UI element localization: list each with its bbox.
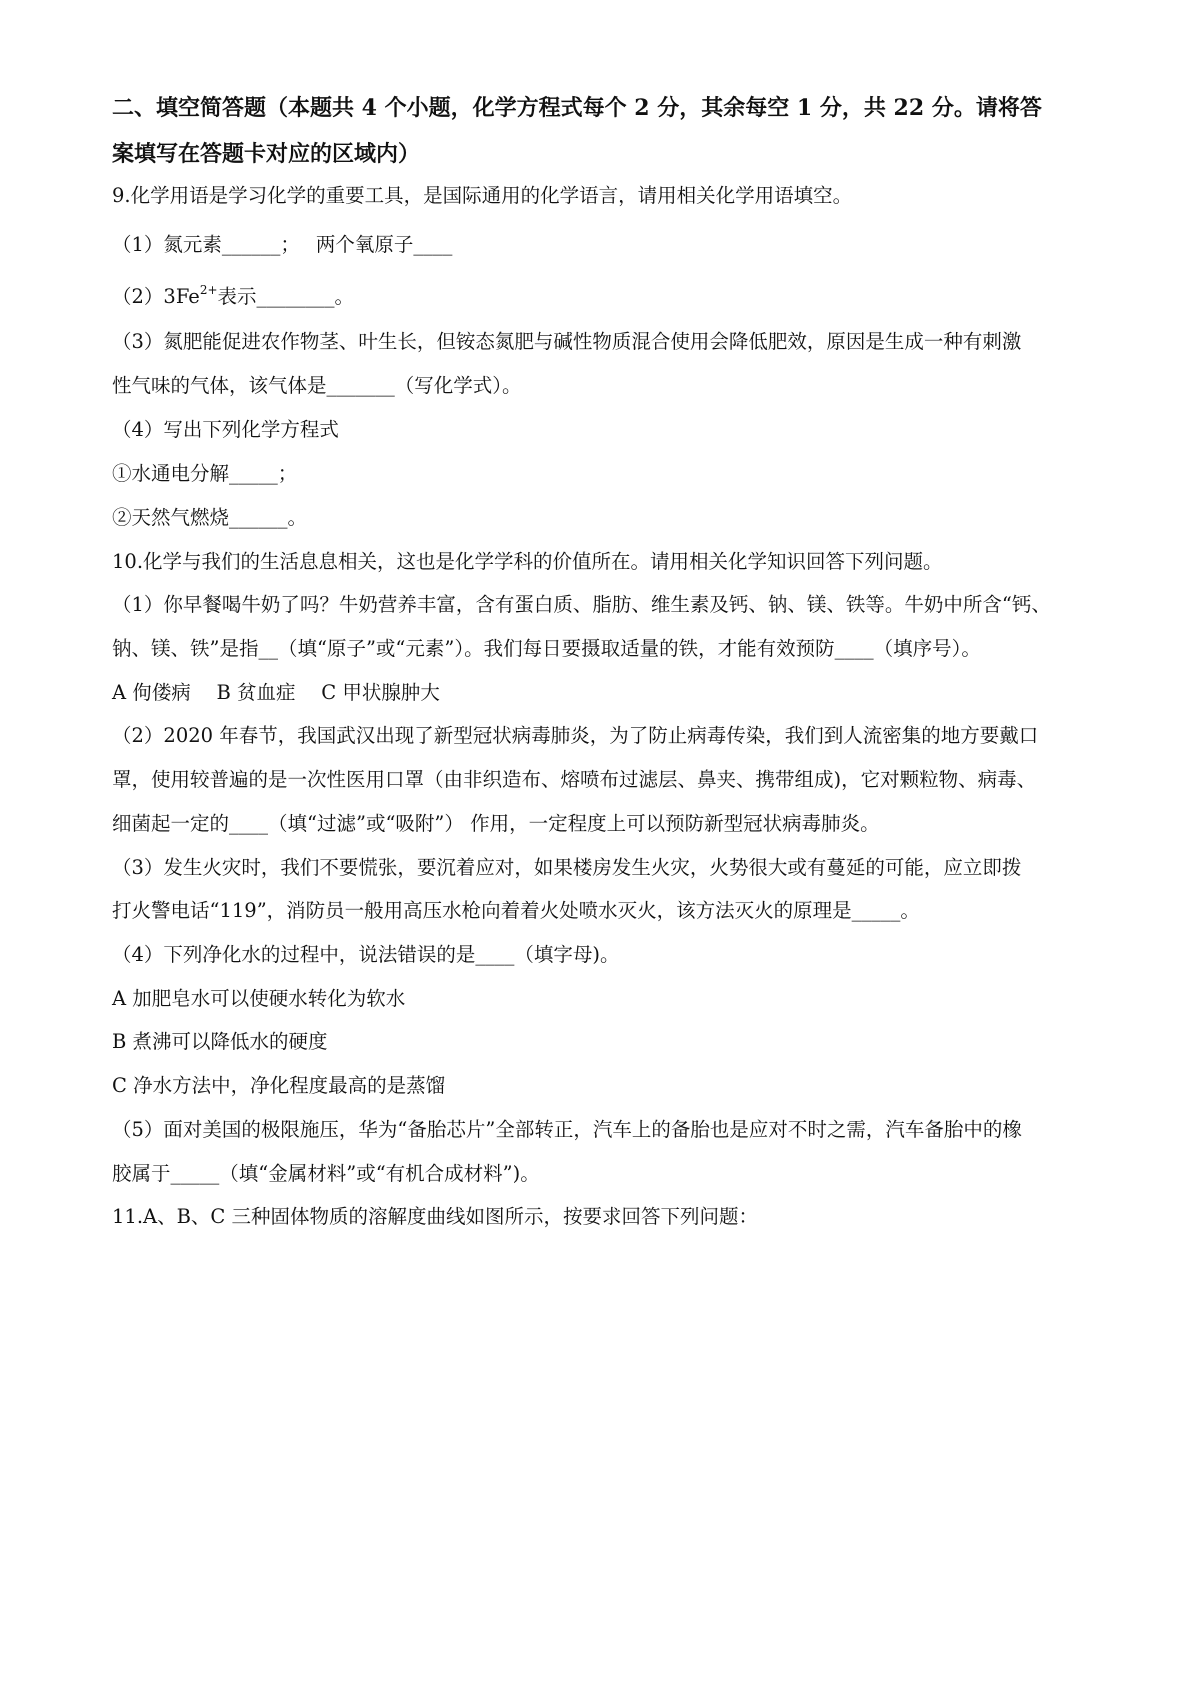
q9-part2 [112, 282, 1097, 312]
q9-part2-charge: 2+ [199, 283, 218, 297]
q9-part2-post: 表示________。 [217, 285, 355, 308]
q10-part3-line2: 打火警电话“119”，消防员一般用高压水枪向着着火处喷水灭火，该方法灭火的原理是_____。 [112, 899, 920, 922]
q10-part2-line3: 细菌起一定的____（填“过滤”或“吸附”） 作用，一定程度上可以预防新型冠状病毒肺炎。 [112, 812, 880, 835]
q10-stem: 10.化学与我们的生活息息相关，这也是化学学科的价值所在。请用相关化学知识回答下列问题。 [112, 550, 943, 573]
q9-part4: （4）写出下列化学方程式 [112, 418, 339, 441]
q10-part5-line2: 胶属于_____（填“金属材料”或“有机合成材料”)。 [112, 1162, 540, 1185]
q10-part1-line2: 钠、镁、铁”是指__（填“原子”或“元素”）。我们每日要摄取适量的铁，才能有效预防____（填序号）。 [112, 637, 981, 660]
q9-part3-line2: 性气味的气体，该气体是_______（写化学式）。 [112, 374, 522, 397]
q9-part1: （1）氮元素______； 两个氧原子____ [112, 233, 453, 256]
q10-part1-options: A 佝偻病 B 贫血症 C 甲状腺肿大 [112, 681, 440, 704]
q10-part4-a: A 加肥皂水可以使硬水转化为软水 [112, 987, 406, 1010]
q10-part2-line1: （2）2020 年春节，我国武汉出现了新型冠状病毒肺炎，为了防止病毒传染，我们到人流密集的地方要戴口 [112, 724, 1039, 747]
q10-part2-line2: 罩，使用较普遍的是一次性医用口罩（由非织造布、熔喷布过滤层、鼻夹、携带组成)，它对颗粒物、病毒、 [112, 768, 1037, 791]
q11-stem: 11.A、B、C 三种固体物质的溶解度曲线如图所示，按要求回答下列问题： [112, 1205, 759, 1228]
section-title-line1: 二、填空简答题（本题共 4 个小题，化学方程式每个 2 分，其余每空 1 分，共 22 分。请将答 [112, 95, 1042, 121]
q10-part1-line1: （1）你早餐喝牛奶了吗？牛奶营养丰富，含有蛋白质、脂肪、维生素及钙、钠、镁、铁等。牛奶中所含“钙、 [112, 593, 1051, 616]
section-title-line2: 案填写在答题卡对应的区域内） [112, 141, 421, 167]
q10-part4: （4）下列净化水的过程中，说法错误的是____（填字母)。 [112, 943, 620, 966]
q9-stem: 9.化学用语是学习化学的重要工具，是国际通用的化学语言，请用相关化学用语填空。 [112, 184, 853, 207]
q9-part4-b: ②天然气燃烧______。 [112, 506, 308, 529]
q10-part5-line1: （5）面对美国的极限施压，华为“备胎芯片”全部转正，汽车上的备胎也是应对不时之需，汽车备胎中的橡 [112, 1118, 1022, 1141]
q10-part4-c: C 净水方法中，净化程度最高的是蒸馏 [112, 1074, 446, 1097]
q9-part2-pre: （2）3Fe [112, 285, 200, 308]
q10-part4-b: B 煮沸可以降低水的硬度 [112, 1030, 328, 1053]
q9-part4-a: ①水通电分解_____； [112, 462, 298, 485]
q10-part3-line1: （3）发生火灾时，我们不要慌张，要沉着应对，如果楼房发生火灾，火势很大或有蔓延的可能，应立即拨 [112, 856, 1022, 879]
q9-part3-line1: （3）氮肥能促进农作物茎、叶生长，但铵态氮肥与碱性物质混合使用会降低肥效，原因是生成一种有刺激 [112, 330, 1022, 353]
